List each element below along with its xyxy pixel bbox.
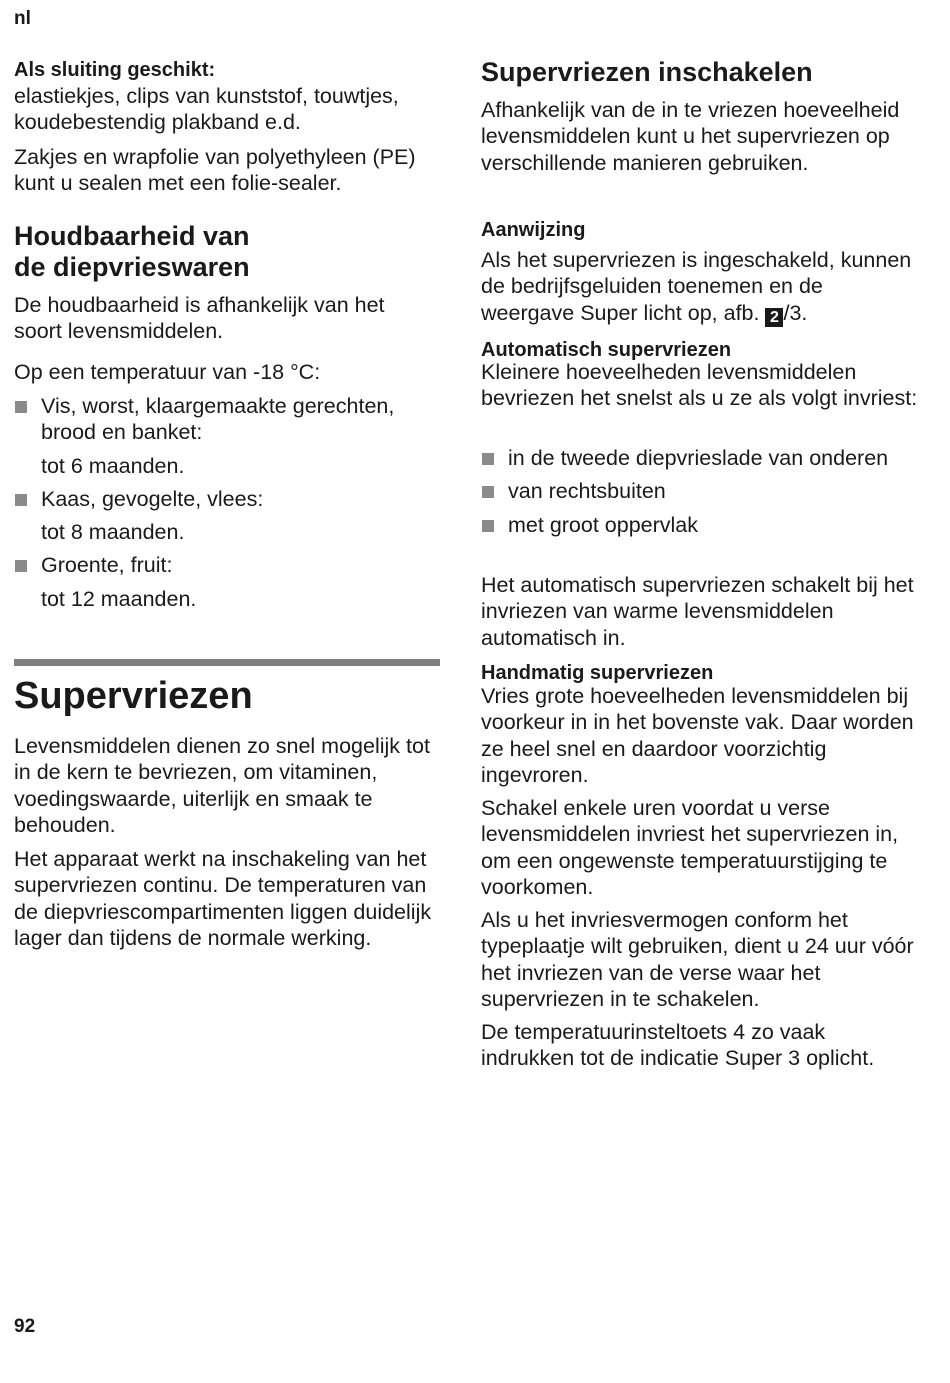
- bullet-square-icon: [15, 560, 27, 572]
- note-text-body: Als het supervriezen is ingeschakeld, kunnen de bedrijfsgeluiden toenemen en de weergave Super licht op, afb.: [481, 248, 912, 325]
- bullet-square-icon: [15, 494, 27, 506]
- bullet-square-icon: [15, 401, 27, 413]
- note-title: Aanwijzing: [481, 219, 586, 241]
- list-item: van rechtsbuiten: [481, 478, 921, 504]
- manual-paragraph-4: De temperatuurinsteltoets 4 zo vaak indrukken tot de indicatie Super 3 oplicht.: [481, 1020, 875, 1071]
- language-code: nl: [14, 8, 31, 29]
- bullet-square-icon: [482, 486, 494, 498]
- page-number: 92: [14, 1316, 36, 1337]
- shelf-life-heading-line2: de diepvrieswaren: [14, 252, 250, 282]
- note-figure-suffix: /3.: [783, 300, 808, 325]
- manual-paragraph-1: Vries grote hoeveelheden levensmiddelen bij voorkeur in in het bovenste vak. Daar worden ze heel snel en daardoor voorzichtig ingevroren.: [481, 684, 914, 787]
- list-item-duration: tot 6 maanden.: [41, 453, 185, 478]
- manual-paragraph-3: Als u het invriesvermogen conform het typeplaatje wilt gebruiken, dient u 24 uur vóór het invriezen van de verse waar het supervriezen in te schakelen.: [481, 908, 914, 1011]
- temperature-text: Op een temperatuur van -18 °C:: [14, 360, 321, 384]
- bullet-square-icon: [482, 453, 494, 465]
- auto-title: Automatisch supervriezen: [481, 339, 732, 361]
- note-text: [481, 247, 921, 327]
- manual-title: Handmatig supervriezen: [481, 662, 714, 684]
- shelf-life-heading: [14, 221, 442, 283]
- intro-paragraph-1: Levensmiddelen dienen zo snel mogelijk tot in de kern te bevriezen, om vitaminen, voedingswaarde, uiterlijk en smaak te behouden.: [14, 734, 430, 837]
- list-item-duration: tot 8 maanden.: [41, 520, 185, 545]
- manual-paragraph-2: Schakel enkele uren voordat u verse levensmiddelen invriest het supervriezen in, om een ongewenste temperatuurstijging te voorkomen.: [481, 796, 899, 899]
- auto-list: [481, 445, 921, 538]
- auto-text: Kleinere hoeveelheden levensmiddelen bevriezen het snelst als u ze als volgt invriest:: [481, 360, 918, 411]
- closure-title: Als sluiting geschikt:: [14, 59, 216, 81]
- list-item-duration: tot 12 maanden.: [41, 586, 197, 611]
- storage-list: [14, 393, 442, 612]
- list-item: met groot oppervlak: [481, 512, 921, 538]
- intro-paragraph-2: Het apparaat werkt na inschakeling van het supervriezen continu. De temperaturen van de diepvriescompartimenten liggen duidelijk lager dan tijdens de normale werking.: [14, 847, 432, 950]
- figure-reference-badge: 2: [765, 308, 783, 327]
- section-title: Supervriezen: [14, 675, 253, 717]
- enable-paragraph: Afhankelijk van de in te vriezen hoeveelheid levensmiddelen kunt u het supervriezen op verschillende manieren gebruiken.: [481, 98, 900, 175]
- closure-text: elastiekjes, clips van kunststof, touwtjes, koudebestendig plakband e.d.: [14, 84, 399, 135]
- auto-after-text: Het automatisch supervriezen schakelt bij het invriezen van warme levensmiddelen automatisch in.: [481, 573, 914, 650]
- list-item: Kaas, gevogelte, vlees:: [14, 486, 442, 512]
- shelf-life-heading-line1: Houdbaarheid van: [14, 221, 250, 251]
- list-item: Groente, fruit:: [14, 552, 442, 578]
- enable-heading: Supervriezen inschakelen: [481, 57, 813, 87]
- section-divider: [14, 659, 440, 666]
- list-item: Vis, worst, klaargemaakte gerechten, brood en banket:: [14, 393, 442, 446]
- pe-text: Zakjes en wrapfolie van polyethyleen (PE) kunt u sealen met een folie-sealer.: [14, 144, 416, 195]
- shelf-life-text: De houdbaarheid is afhankelijk van het soort levensmiddelen.: [14, 293, 385, 344]
- bullet-square-icon: [482, 520, 494, 532]
- list-item: in de tweede diepvrieslade van onderen: [481, 445, 921, 471]
